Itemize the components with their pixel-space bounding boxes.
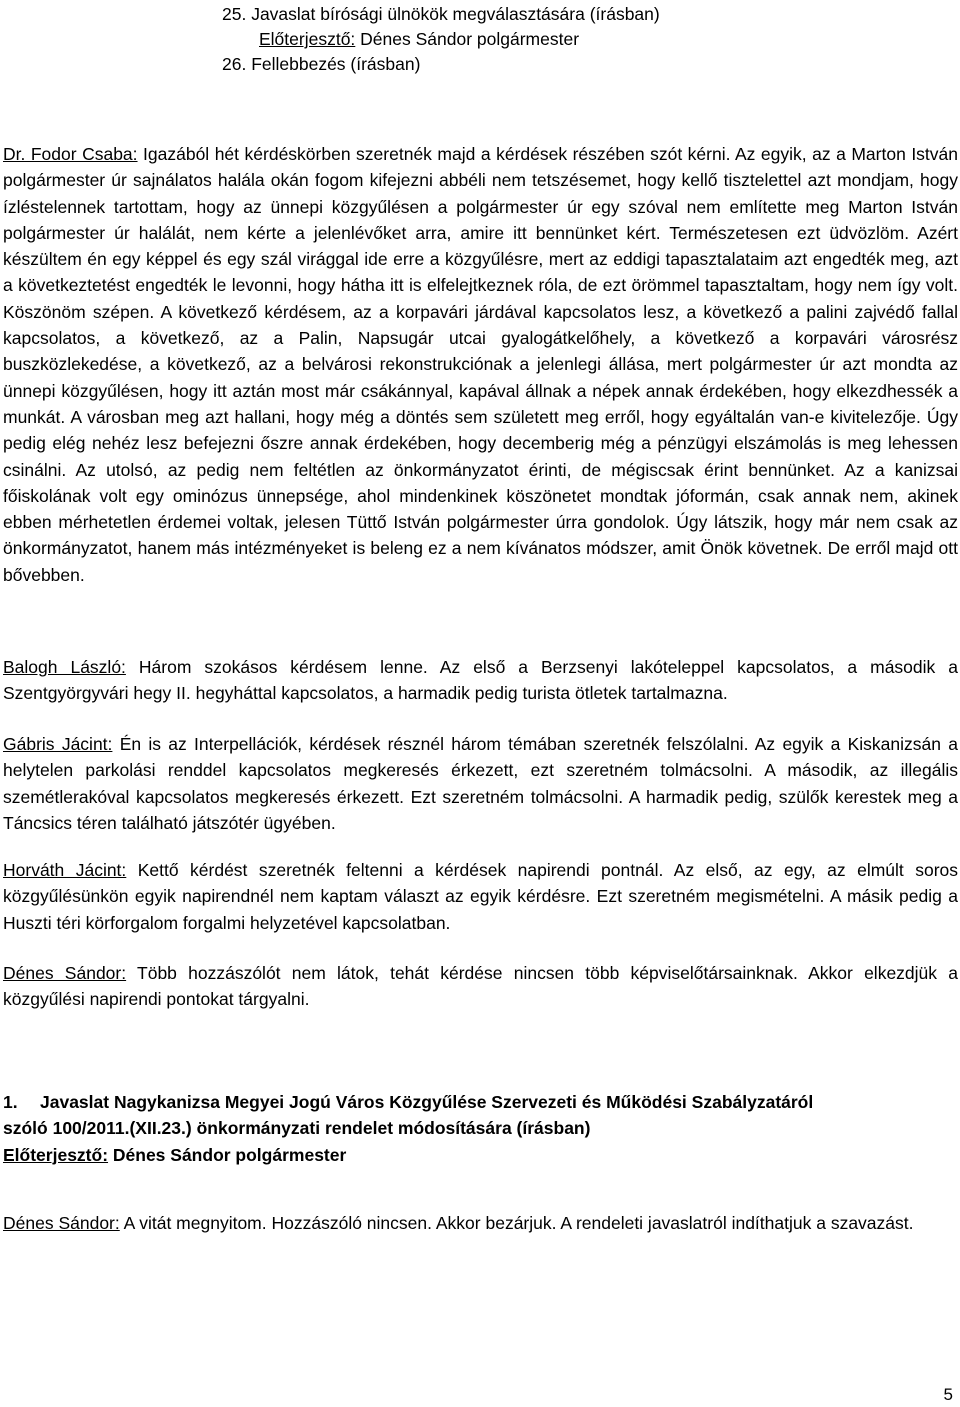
speaker-name: Dénes Sándor: (3, 1213, 120, 1233)
page-number: 5 (943, 1385, 953, 1404)
speech-denes (3, 960, 958, 1013)
presenter-label: Előterjesztő: (3, 1144, 109, 1165)
speech-horvath (3, 857, 958, 936)
speech-balogh (3, 654, 958, 707)
speech-text: Én is az Interpellációk, kérdések résznél három témában szeretnék felszólalni. Az egyik a Kiskanizsán a helytelen parkolási renddel kapcsolatos megkeresés érkezett, ezt szeretném tolmácsolni. A második, az illegális szemétlerakóval kapcsolatos megkeresés érkezett. Ezt szeretném tolmácsolni. A harmadik pedig, szülők kerestek meg a Táncsics téren található játszótér ügyében. (3, 734, 958, 833)
speech-text: Több hozzászólót nem látok, tehát kérdése nincsen több képviselőtársainknak. Akkor elkezdjük a közgyűlési napirendi pontokat tárgyalni. (3, 963, 958, 1010)
speech-denes-closing (3, 1210, 958, 1236)
speaker-name: Gábris Jácint: (3, 734, 113, 754)
agenda-item-1 (3, 1089, 958, 1168)
presenter-name: Dénes Sándor polgármester (355, 29, 580, 49)
agenda-item-26: 26. Fellebbezés (írásban) (222, 54, 421, 74)
agenda-item-title-line2: szóló 100/2011.(XII.23.) önkormányzati rendelet módosítására (írásban) (3, 1118, 591, 1139)
speaker-name: Horváth Jácint: (3, 860, 127, 880)
agenda-item-25: 25. Javaslat bírósági ülnökök megválasztására (írásban) (222, 4, 660, 24)
speaker-name: Balogh László: (3, 657, 126, 677)
agenda-item-title-line1: Javaslat Nagykanizsa Megyei Jogú Város Közgyűlése Szervezeti és Működési Szabályzatáról (40, 1092, 814, 1112)
speaker-name: Dr. Fodor Csaba: (3, 144, 138, 164)
agenda-item-presenter (3, 1142, 958, 1168)
speech-text: A vitát megnyitom. Hozzászóló nincsen. Akkor bezárjuk. A rendeleti javaslatról indíthatjuk a szavazást. (119, 1213, 914, 1233)
presenter-name: Dénes Sándor polgármester (108, 1144, 347, 1165)
speech-gabris (3, 731, 958, 836)
agenda-item-number: 1. (3, 1092, 18, 1112)
speech-text: Igazából hét kérdéskörben szeretnék majd a kérdések részében szót kérni. Az egyik, az a Marton István polgármester úr sajnálatos halála okán fogom kifejezni abbéli nem tetszésemet, hogy kellő tisztelettel azt mondjam, hogy ízléstelennek tartottam, hogy az ünnepi közgyűlésen a polgármester úr egy szóval nem említette meg Marton István polgármester úr halálát, nem kérte a jelenlévőket arra, amire itt bennünket kért. Természetesen ezt üdvözlöm. Azért készültem én egy képpel és egy szál virággal ide erre a közgyűlésre, mert az eddigi tapasztalataim azt engedték meg, azt a következtetést engedték le levonni, hogy hátha itt is elfelejtkeznek róla, de ezt örömmel tapasztaltam, hogy nem így volt. Köszönöm szépen. A következő kérdésem, az a korpavári járdával kapcsolatos lesz, a következő a palini zajvédő fallal kapcsolatos, a következő, az a Palin, Napsugár utcai gyalogátkelőhely, a következő a korpavári városrész buszközlekedése, a következő, az a belvárosi rekonstrukciónak a jelenlegi állása, mert polgármester úr azt mondta az ünnepi közgyűlésen, hogy itt aztán most már csákánnyal, kapával állnak a népek annak érdekében, hogy elkezdhessék a munkát. A városban meg azt hallani, hogy még a döntés sem született meg erről, hogy egyáltalán van-e kivitelezője. Úgy pedig elég nehéz lesz befejezni őszre annak érdekében, hogy decemberig még a pénzügyi elszámolás is meg lehessen csinálni. Az utolsó, az pedig nem feltétlen az önkormányzatot érinti, de mégiscsak érint bennünket. Az a kanizsai főiskolának volt egy ominózus ünnepsége, ahol mindenkinek köszönetet mondtak jóformán, csak annak nem, akinek ebben mérhetetlen érdemei voltak, jelesen Tüttő István polgármester úrra gondolok. Úgy látszik, hogy már nem csak az önkormányzatot, hanem más intézményeket is beleng ez a nem kívánatos módszer, amit Önök követnek. De erről majd ott bővebben. (3, 144, 959, 585)
speech-text: Három szokásos kérdésem lenne. Az első a Berzsenyi lakóteleppel kapcsolatos, a második a Szentgyörgyvári hegy II. hegyháttal kapcsolatos, a harmadik pedig turista ötletek tartalmazna. (3, 657, 958, 704)
agenda-item-25-presenter (222, 27, 922, 52)
presenter-label: Előterjesztő: (259, 29, 356, 49)
speaker-name: Dénes Sándor: (3, 963, 127, 983)
speech-fodor (3, 141, 958, 588)
speech-text: Kettő kérdést szeretnék feltenni a kérdések napirendi pontnál. Az első, az egy, az elmúlt soros közgyűlésünkön egyik napirendnél nem kaptam választ az egyik kérdésre. Ezt szeretném megismételni. A másik pedig a Huszti téri körforgalom forgalmi helyzetével kapcsolatban. (3, 860, 959, 933)
agenda-list-top (222, 2, 922, 77)
